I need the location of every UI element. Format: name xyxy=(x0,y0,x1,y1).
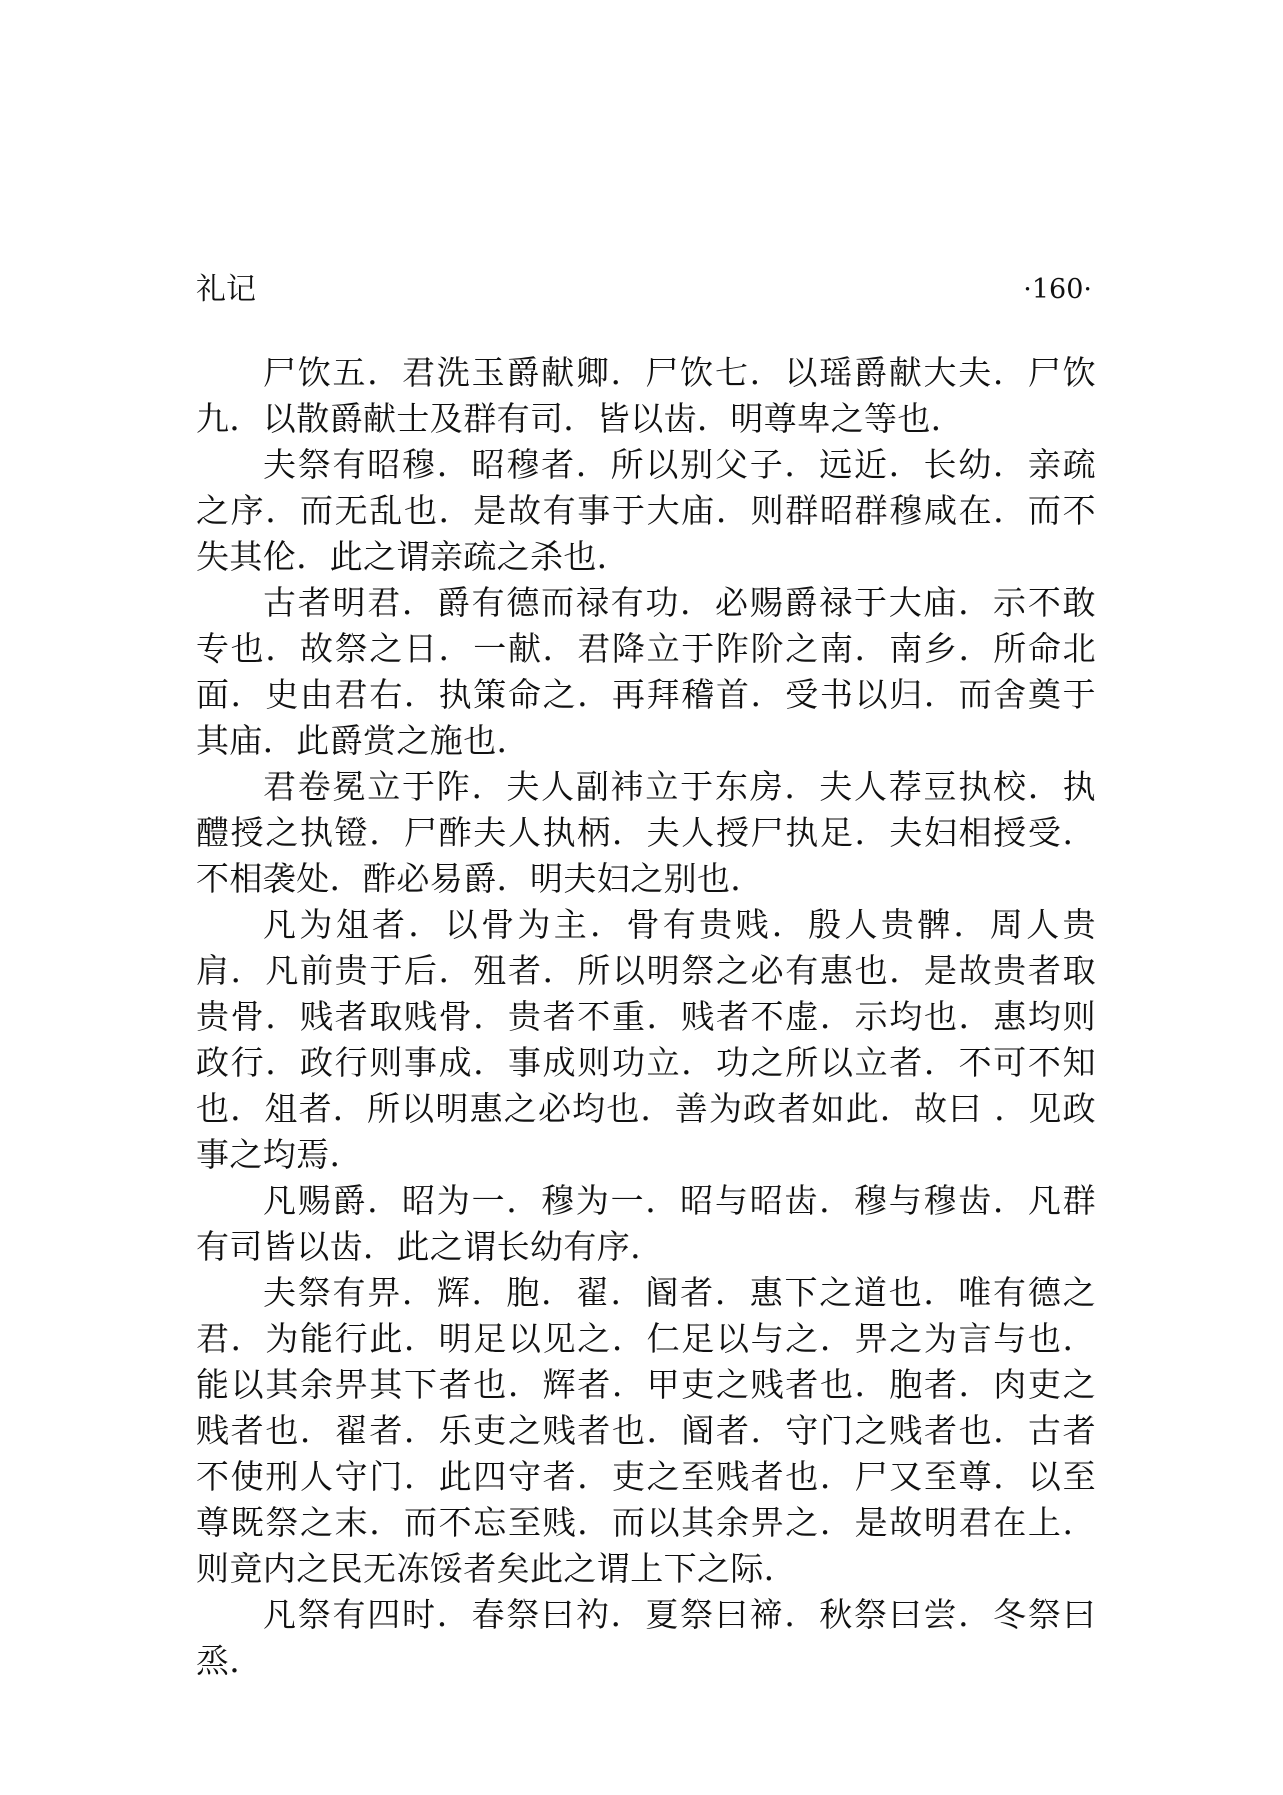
paragraph: 凡祭有四时．春祭曰礿．夏祭曰禘．秋祭曰尝．冬祭曰烝． xyxy=(196,1595,1096,1680)
paragraph: 凡赐爵．昭为一．穆为一．昭与昭齿．穆与穆齿．凡群有司皆以齿．此之谓长幼有序． xyxy=(196,1181,1096,1266)
paragraph: 尸饮五．君洗玉爵献卿．尸饮七．以瑶爵献大夫．尸饮九．以散爵献士及群有司．皆以齿．明尊卑之等也． xyxy=(196,353,1096,438)
body-text xyxy=(196,350,1096,1684)
paragraph: 君卷冕立于阼．夫人副袆立于东房．夫人荐豆执校．执醴授之执镫．尸酢夫人执柄．夫人授尸执足．夫妇相授受．不相袭处．酢必易爵．明夫妇之别也． xyxy=(196,767,1096,898)
paragraph: 凡为俎者．以骨为主．骨有贵贱．殷人贵髀．周人贵肩．凡前贵于后．殂者．所以明祭之必有惠也．是故贵者取贵骨．贱者取贱骨．贵者不重．贱者不虚．示均也．惠均则政行．政行则事成．事成则功立．功之所以立者．不可不知也．俎者．所以明惠之必均也．善为政者如此．故曰 ．见政事之均焉． xyxy=(196,905,1096,1174)
paragraph: 古者明君．爵有德而禄有功．必赐爵禄于大庙．示不敢专也．故祭之日．一献．君降立于阼阶之南．南乡．所命北面．史由君右．执策命之．再拜稽首．受书以归．而舍奠于其庙．此爵赏之施也． xyxy=(196,583,1096,760)
paragraph: 夫祭有畀．辉．胞．翟．阍者．惠下之道也．唯有德之君．为能行此．明足以见之．仁足以与之．畀之为言与也．能以其余畀其下者也．辉者．甲吏之贱者也．胞者．肉吏之贱者也．翟者．乐吏之贱者也．阍者．守门之贱者也．古者不使刑人守门．此四守者．吏之至贱者也．尸又至尊．以至尊既祭之末．而不忘至贱．而以其余畀之．是故明君在上．则竟内之民无冻馁者矣此之谓上下之际． xyxy=(196,1273,1096,1588)
book-title: 礼记 xyxy=(196,272,256,307)
page-number: ·160· xyxy=(1023,274,1092,305)
paragraph: 夫祭有昭穆．昭穆者．所以别父子．远近．长幼．亲疏之序．而无乱也．是故有事于大庙．则群昭群穆咸在．而不失其伦．此之谓亲疏之杀也． xyxy=(196,445,1096,576)
page-header xyxy=(196,268,1092,312)
